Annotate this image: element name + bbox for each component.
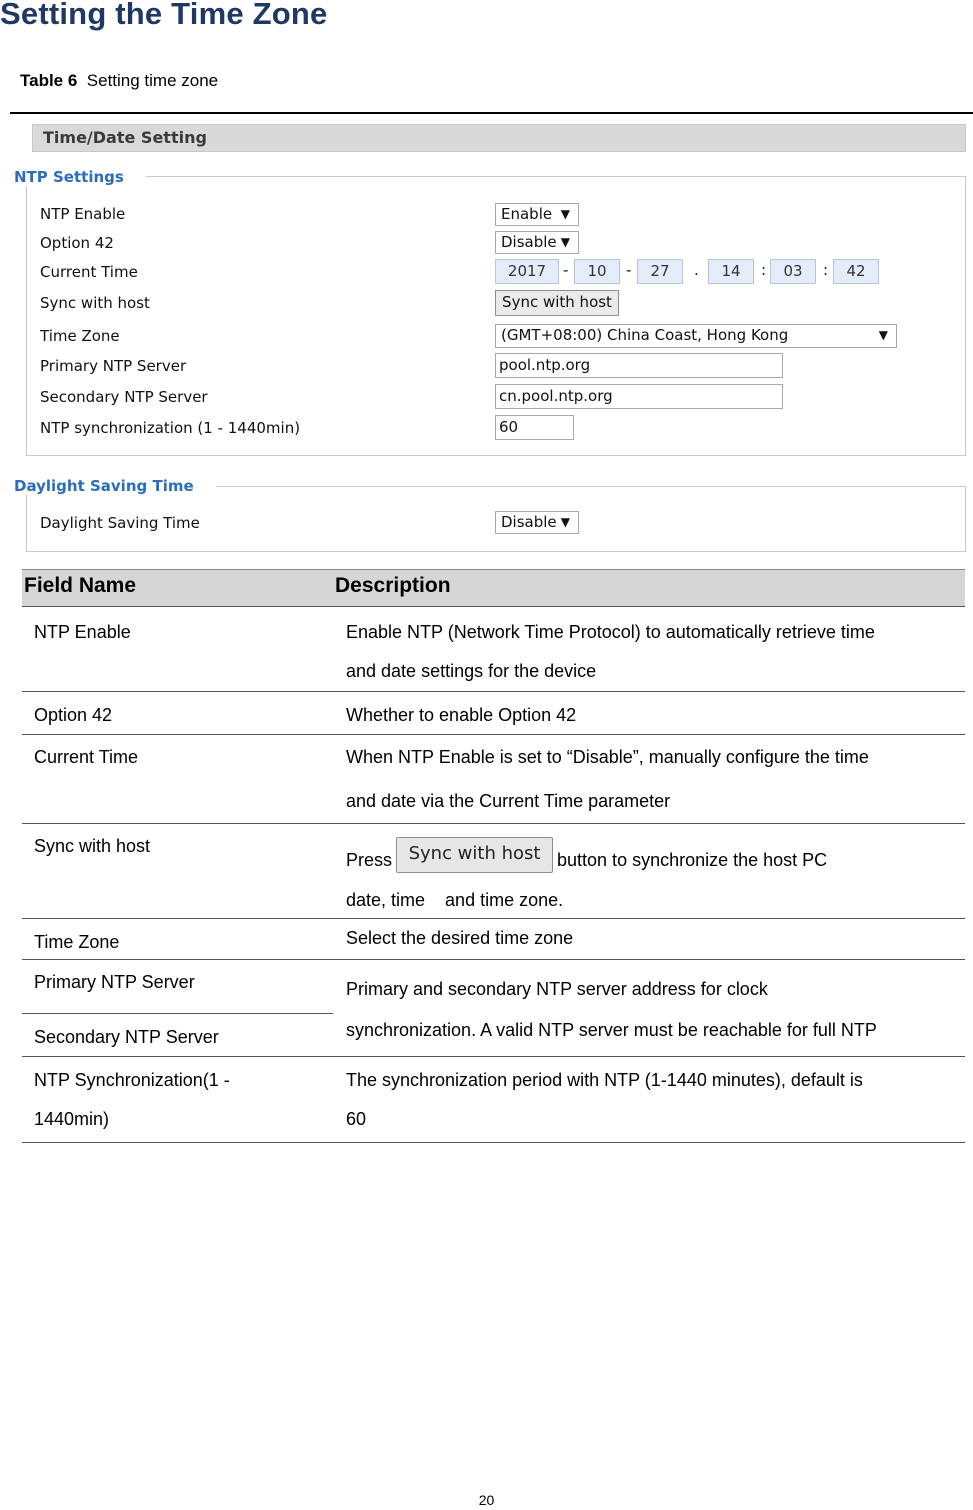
secondary-ntp-input[interactable]: cn.pool.ntp.org	[495, 384, 783, 409]
header-description: Description	[335, 574, 451, 597]
dst-select[interactable]	[495, 511, 579, 534]
table-caption	[20, 71, 218, 91]
primary-ntp-input[interactable]: pool.ntp.org	[495, 353, 783, 378]
page-heading: Setting the Time Zone	[0, 0, 328, 31]
row-divider	[22, 691, 965, 692]
time-zone-value: (GMT+08:00) China Coast, Hong Kong	[501, 326, 789, 344]
time-zone-label: Time Zone	[40, 327, 120, 345]
minute-field[interactable]: 03	[770, 259, 816, 284]
ntp-enable-label: NTP Enable	[40, 205, 126, 223]
cell-desc-sync-1	[346, 841, 827, 880]
row-divider	[22, 959, 965, 960]
ntp-enable-select[interactable]	[495, 203, 579, 226]
month-field[interactable]: 10	[574, 259, 620, 284]
option42-select[interactable]	[495, 231, 579, 254]
second-field[interactable]: 42	[833, 259, 879, 284]
row-divider	[22, 1013, 333, 1014]
dropdown-arrow-icon: ▼	[560, 207, 570, 221]
dst-label: Daylight Saving Time	[40, 514, 200, 532]
cell-desc-sync-2: date, time and time zone.	[346, 890, 564, 910]
ntp-sync-input[interactable]: 60	[495, 415, 574, 440]
time-date-setting-screenshot	[12, 118, 966, 556]
cell-field-ntp-sync-1: NTP Synchronization(1 -	[34, 1070, 230, 1090]
caption-label: Table 6	[20, 71, 78, 90]
caption-rule	[10, 112, 973, 114]
dropdown-arrow-icon: ▼	[560, 515, 570, 529]
date-separator: -	[626, 261, 632, 279]
sync-with-host-label: Sync with host	[40, 294, 150, 312]
cell-field-option42: Option 42	[34, 705, 113, 725]
current-time-label: Current Time	[40, 263, 138, 281]
cell-field-ntp-sync-2: 1440min)	[34, 1109, 110, 1129]
row-divider	[22, 823, 965, 824]
cell-desc-option42: Whether to enable Option 42	[346, 705, 577, 725]
option42-value: Disable	[501, 233, 557, 251]
cell-field-ntp-enable: NTP Enable	[34, 622, 131, 642]
panel-title: Time/Date Setting	[43, 128, 207, 147]
cell-desc-ntp-sync-1: The synchronization period with NTP (1-1440 minutes), default is	[346, 1070, 863, 1090]
sync-with-host-button[interactable]: Sync with host	[495, 290, 619, 316]
page-number: 20	[478, 1492, 495, 1508]
time-separator: :	[761, 261, 767, 279]
cell-desc-current-time-1: When NTP Enable is set to “Disable”, manually configure the time	[346, 747, 869, 767]
option42-label: Option 42	[40, 234, 114, 252]
dst-value: Disable	[501, 513, 557, 531]
dropdown-arrow-icon: ▼	[878, 328, 888, 342]
caption-text: Setting time zone	[86, 71, 219, 90]
press-text: Press	[346, 850, 393, 870]
header-field-name: Field Name	[24, 574, 137, 597]
primary-ntp-label: Primary NTP Server	[40, 357, 187, 375]
cell-field-current-time: Current Time	[34, 747, 139, 767]
cell-desc-servers-2: synchronization. A valid NTP server must be reachable for full NTP	[346, 1020, 877, 1040]
cell-desc-time-zone: Select the desired time zone	[346, 928, 574, 948]
ntp-sync-label: NTP synchronization (1 - 1440min)	[40, 419, 301, 437]
table-bottom-rule	[22, 1142, 965, 1143]
secondary-ntp-label: Secondary NTP Server	[40, 388, 208, 406]
year-field[interactable]: 2017	[495, 259, 559, 284]
cell-desc-ntp-sync-2: 60	[346, 1109, 367, 1129]
date-separator: -	[563, 261, 569, 279]
cell-desc-ntp-enable-2: and date settings for the device	[346, 661, 597, 681]
sync-after-text: button to synchronize the host PC	[557, 850, 828, 870]
day-field[interactable]: 27	[637, 259, 683, 284]
date-time-separator: .	[694, 261, 699, 279]
row-divider	[22, 734, 965, 735]
cell-field-secondary-ntp: Secondary NTP Server	[34, 1027, 219, 1047]
cell-desc-current-time-2: and date via the Current Time parameter	[346, 791, 671, 811]
cell-field-sync: Sync with host	[34, 836, 151, 856]
cell-field-time-zone: Time Zone	[34, 932, 120, 952]
cell-desc-servers-1: Primary and secondary NTP server address for clock	[346, 979, 768, 999]
dst-legend: Daylight Saving Time	[14, 477, 216, 495]
ntp-enable-value: Enable	[501, 205, 553, 223]
cell-field-primary-ntp: Primary NTP Server	[34, 972, 195, 992]
time-separator: :	[823, 261, 829, 279]
cell-desc-ntp-enable-1: Enable NTP (Network Time Protocol) to automatically retrieve time	[346, 622, 875, 642]
sync-with-host-button-image: Sync with host	[396, 837, 553, 873]
panel-titlebar	[32, 124, 966, 152]
hour-field[interactable]: 14	[708, 259, 754, 284]
time-zone-select[interactable]	[495, 324, 897, 348]
row-divider	[22, 1056, 965, 1057]
ntp-settings-legend: NTP Settings	[14, 168, 146, 186]
dropdown-arrow-icon: ▼	[560, 235, 570, 249]
table-header	[22, 569, 965, 607]
